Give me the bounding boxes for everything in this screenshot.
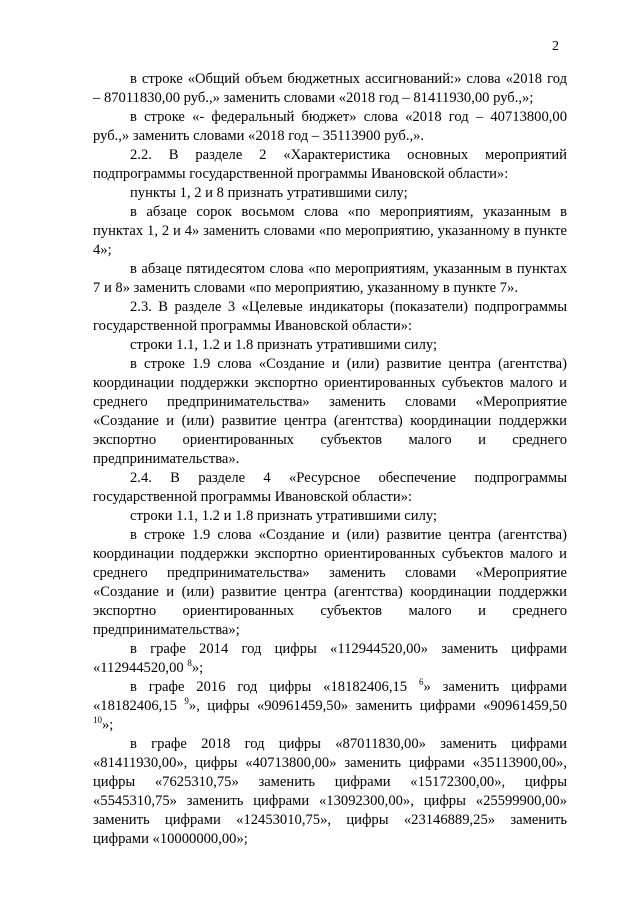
page-number: 2	[552, 39, 559, 54]
text-run: »;	[191, 660, 204, 676]
paragraph	[93, 640, 567, 678]
paragraph: строки 1.1, 1.2 и 1.8 признать утратившими силу;	[130, 508, 438, 524]
paragraph: в абзаце сорок восьмом слова «по мероприятиям, указанным в пунктах 1, 2 и 4» заменить словами «по мероприятию, указанному в пункте 4»;	[93, 204, 567, 258]
footnote-ref: 10	[93, 715, 102, 726]
footnote-ref: 6	[418, 677, 424, 688]
paragraph: в абзаце пятидесятом слова «по мероприятиям, указанным в пунктах 7 и 8» заменить словами «по мероприятию, указанному в пункте 7».	[93, 261, 567, 296]
paragraph: в строке 1.9 слова «Создание и (или) развитие центра (агентства) координации поддержки экспортно ориентированных субъектов малого и среднего предпринимательства» заменить словами «Мероприятие «Создание и (или) развитие центра (агентства) координации поддержки экспортно ориентированных субъектов малого и среднего предпринимательства»;	[93, 527, 567, 638]
document-body	[93, 70, 567, 849]
paragraph: в строке 1.9 слова «Создание и (или) развитие центра (агентства) координации поддержки экспортно ориентированных субъектов малого и среднего предпринимательства» заменить словами «Мероприятие «Создание и (или) развитие центра (агентства) координации поддержки экспортно ориентированных субъектов малого и среднего предпринимательства».	[93, 356, 567, 467]
text-run: в графе 2014 год цифры «112944520,00» заменить цифрами «112944520,00	[93, 641, 567, 676]
section-heading-2-4: 2.4. В разделе 4 «Ресурсное обеспечение подпрограммы государственной программы Ивановской области»:	[93, 470, 567, 505]
section-heading-2-3: 2.3. В разделе 3 «Целевые индикаторы (показатели) подпрограммы государственной программы Ивановской области»:	[93, 299, 567, 334]
text-run: » заменить цифрами «18182406,15	[93, 679, 567, 714]
text-run: », цифры «90961459,50» заменить цифрами «90961459,50	[188, 698, 567, 714]
text-run: в графе 2016 год цифры «18182406,15	[130, 679, 419, 695]
paragraph: в графе 2018 год цифры «87011830,00» заменить цифрами «81411930,00», цифры «40713800,00» заменить цифрами «35113900,00», цифры «7625310,75» заменить цифрами «15172300,00», цифры «5545310,75» заменить цифрами «13092300,00», цифры «25599900,00» заменить цифрами «12453010,75», цифры «23146889,25» заменить цифрами «10000000,00»;	[93, 736, 567, 847]
section-heading-2-2: 2.2. В разделе 2 «Характеристика основных мероприятий подпрограммы государственной программы Ивановской области»:	[93, 147, 567, 182]
paragraph: пункты 1, 2 и 8 признать утратившими силу;	[130, 185, 408, 201]
paragraph: в строке «Общий объем бюджетных ассигнований:» слова «2018 год – 87011830,00 руб.,» заменить словами «2018 год – 81411930,00 руб.,»;	[93, 71, 567, 106]
paragraph: строки 1.1, 1.2 и 1.8 признать утратившими силу;	[130, 337, 438, 353]
text-run: »;	[102, 717, 114, 733]
paragraph	[93, 678, 567, 735]
footnote-ref: 8	[187, 658, 192, 669]
footnote-ref: 9	[184, 696, 189, 707]
paragraph: в строке «- федеральный бюджет» слова «2018 год – 40713800,00 руб.,» заменить словами «2018 год – 35113900 руб.,».	[93, 109, 567, 144]
